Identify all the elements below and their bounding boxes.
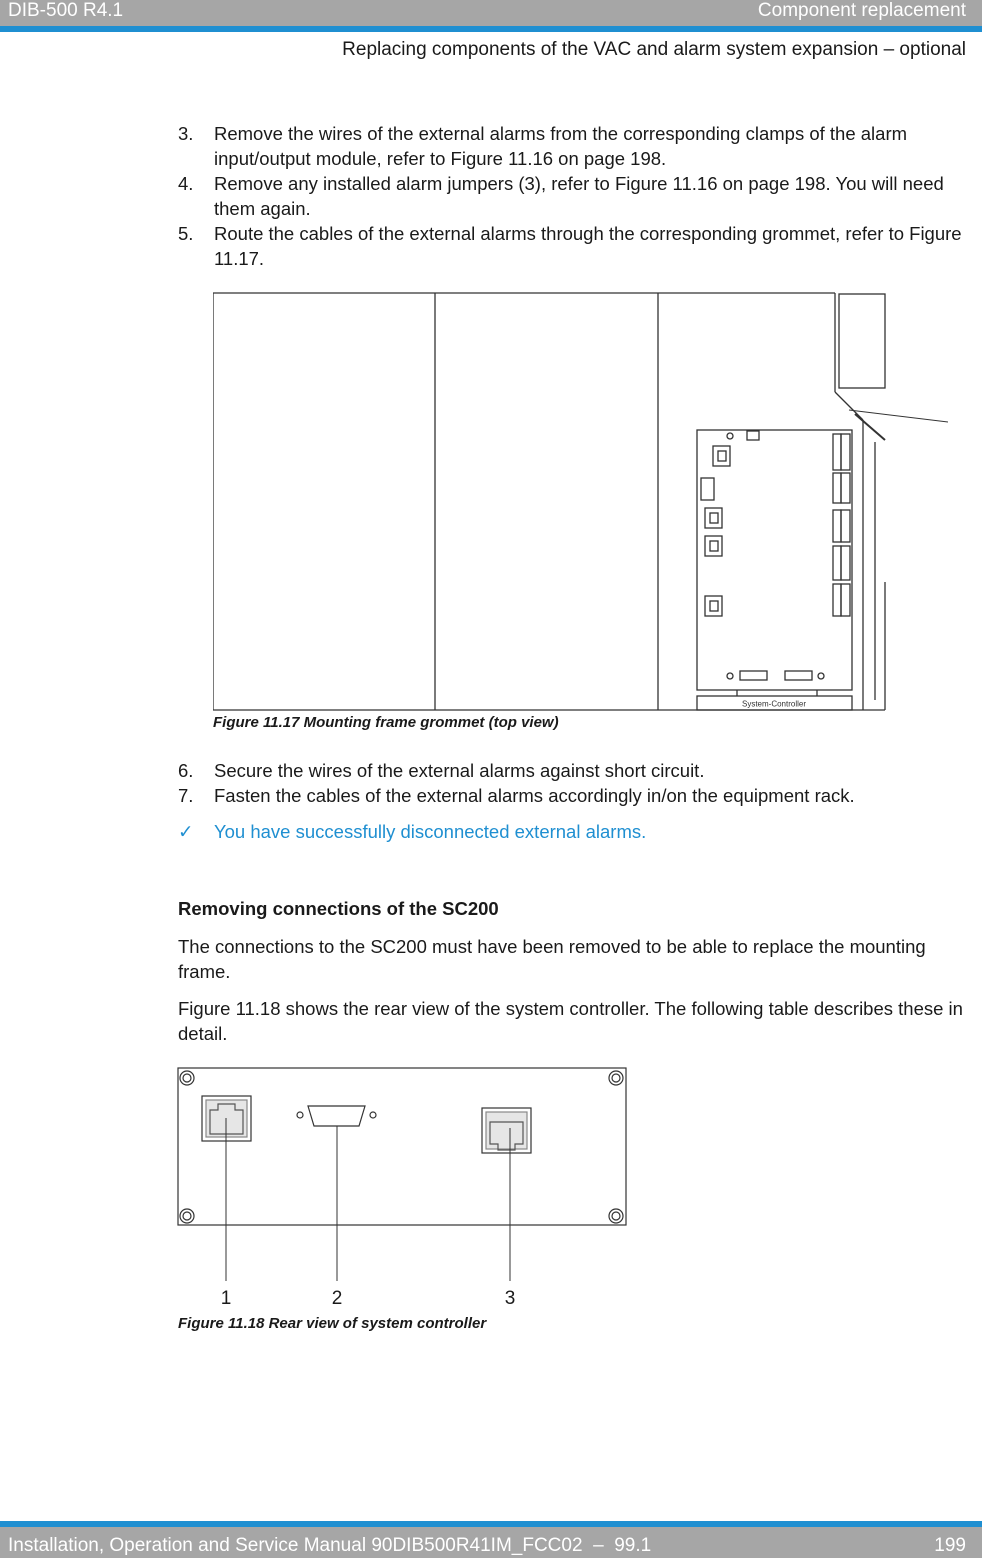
system-controller-label: System-Controller	[741, 699, 807, 709]
rear-view-figure	[176, 1066, 628, 1314]
header-doc-id: DIB-500 R4.1	[8, 0, 124, 21]
callout-3: 3	[504, 1288, 516, 1309]
result-line	[178, 819, 646, 845]
section-title: Removing connections of the SC200	[178, 898, 499, 919]
section-paragraph-2: Figure 11.18 shows the rear view of the system controller. The following table describes these in detail.	[178, 998, 963, 1044]
step-text: Remove any installed alarm jumpers (3), refer to Figure 11.16 on page 198. You will need them again.	[214, 173, 944, 219]
step-7	[178, 783, 968, 808]
step-number: 5.	[178, 223, 194, 244]
page-number: 199	[934, 1535, 966, 1556]
step-text: Secure the wires of the external alarms against short circuit.	[214, 760, 705, 781]
step-text: Fasten the cables of the external alarms accordingly in/on the equipment rack.	[214, 785, 855, 806]
mounting-frame-figure	[213, 292, 948, 712]
result-text: You have successfully disconnected external alarms.	[214, 821, 647, 842]
step-number: 3.	[178, 123, 194, 144]
step-number: 7.	[178, 785, 194, 806]
step-4	[178, 171, 968, 221]
header-chapter: Component replacement	[757, 0, 966, 21]
step-number: 6.	[178, 760, 194, 781]
figure-11-18-caption: Figure 11.18 Rear view of system controller	[178, 1315, 487, 1332]
header-accent-line	[0, 26, 982, 32]
header-section: Replacing components of the VAC and alarm system expansion – optional	[342, 39, 966, 60]
step-number: 4.	[178, 173, 194, 194]
step-text: Route the cables of the external alarms through the corresponding grommet, refer to Figure 11.17.	[214, 223, 962, 269]
check-icon: ✓	[178, 821, 194, 842]
footer-manual-title: Installation, Operation and Service Manual 90DIB500R41IM_FCC02 – 99.1	[8, 1535, 652, 1556]
step-text: Remove the wires of the external alarms from the corresponding clamps of the alarm input/output module, refer to Figure 11.16 on page 198.	[214, 123, 908, 169]
callout-1: 1	[220, 1288, 232, 1309]
step-3	[178, 121, 968, 171]
step-5	[178, 221, 968, 271]
step-6	[178, 758, 968, 783]
section-paragraph-1: The connections to the SC200 must have been removed to be able to replace the mounting frame.	[178, 936, 926, 982]
callout-2: 2	[331, 1288, 343, 1309]
figure-11-17-caption: Figure 11.17 Mounting frame grommet (top view)	[213, 714, 559, 731]
